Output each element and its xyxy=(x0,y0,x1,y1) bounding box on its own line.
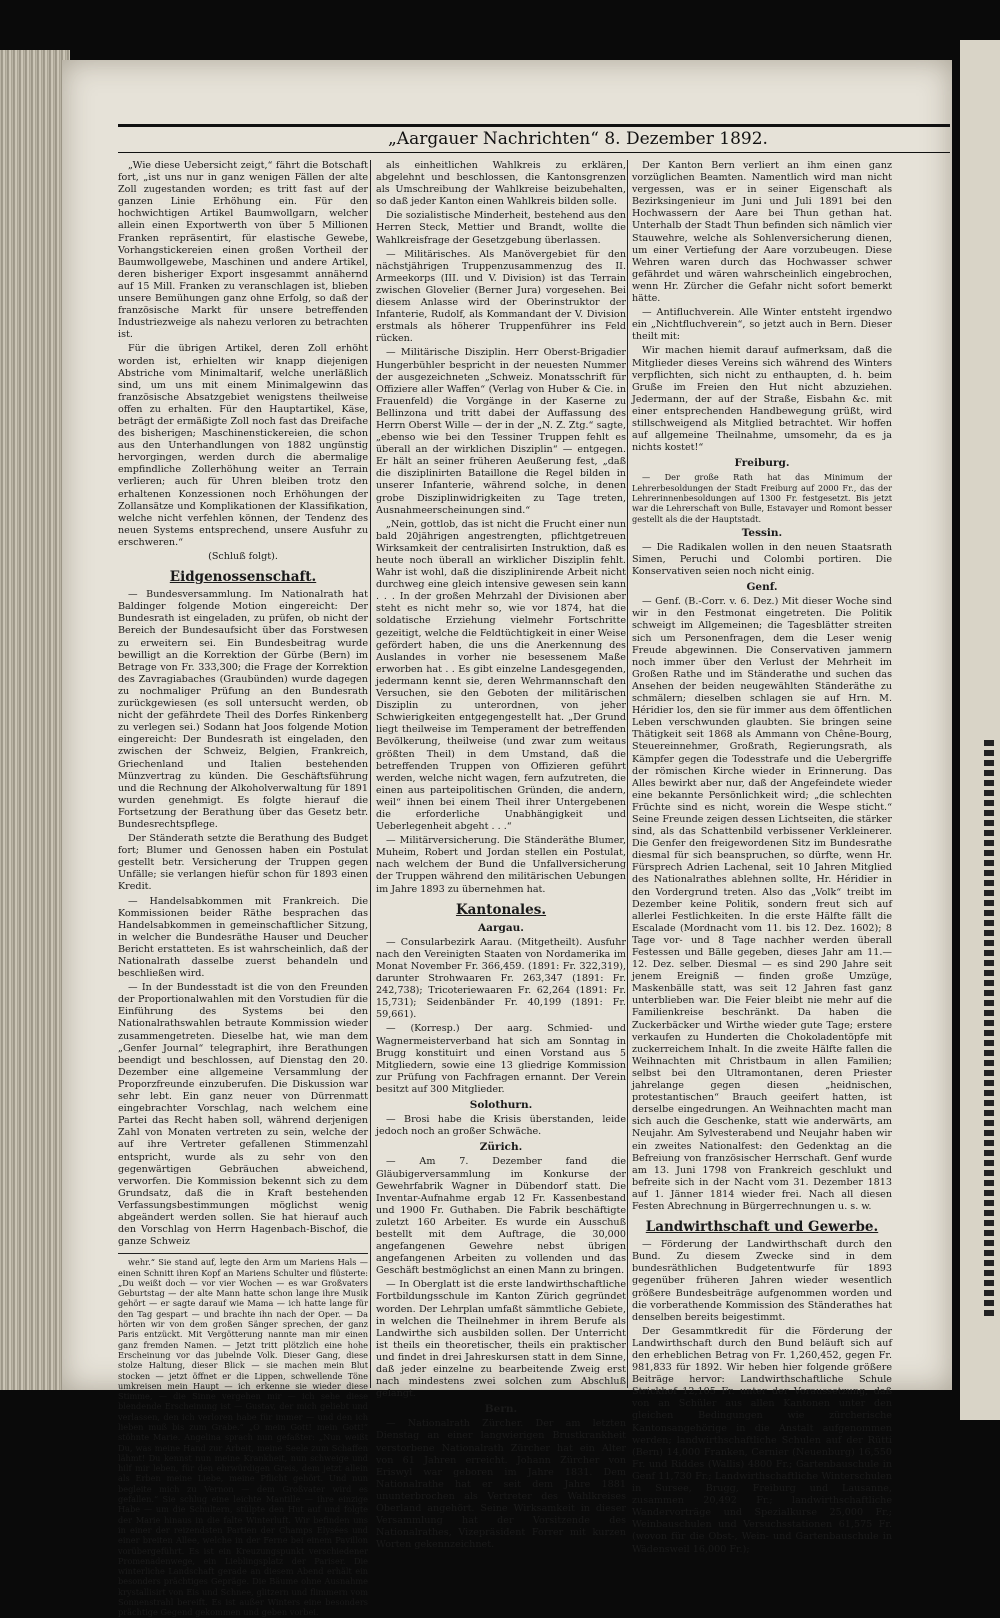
column-2 xyxy=(376,160,626,1551)
subheading-genf: Genf. xyxy=(746,581,778,594)
article-paragraph: Wir machen hiemit darauf aufmerksam, daß die Mitglieder dieses Vereins sich während des Winters verpflichten, sich nicht zu enthaupten, d. h. beim Gruße im Freien den Hut nicht abzuziehen. Jedermann, der auf der Straße, Eisbahn &c. mit einer entsprechenden Handbewegung grüßt, wird stillschweigend als Mitglied betrachtet. Wir hoffen auf allgemeine Theilnahme, umsomehr, da es ja nichts kostet!“ xyxy=(632,345,892,454)
article-paragraph: — Nationalrath Zürcher. Der am letzten Dienstag an einer langwierigen Brustkrankheit verstorbene Nationalrath Zürcher hat ein Alter von 61 Jahren erreicht. Johann Zürcher von Eriswyl war geboren im Jahre 1831. Dem Nationalrathe hat er seit dem Jahre 1881 ununterbrochen als Vertreter des Wahlkreises Oberland angehört. Seine Wirksamkeit in dieser Versammlung hat der Vorsitzende des Nationalrathes, Vizepräsident Forrer mit kurzen Worten gekennzeichnet. xyxy=(376,1418,626,1551)
article-paragraph: — Militärische Disziplin. Herr Oberst-Brigadier Hungerbühler bespricht in der neuesten Nummer der ausgezeichneten „Schweiz. Monatsschrift für Offiziere aller Waffen“ (Verlag von Huber & Cie. in Frauenfeld) die Vorgänge in der Kaserne zu Bellinzona und tritt dabei der Auffassung des Herrn Oberst Wille — der in der „N. Z. Ztg.“ sagte, „ebenso wie bei den Tessiner Truppen fehlt es überall an der wirklichen Disziplin“ — entgegen. Er hält an seiner früheren Aeußerung fest, „daß die disziplinirten Bataillone die Regel bilden in unserer Infanterie, während solche, in denen grobe Disziplinwidrigkeiten zu Tage treten, Ausnahmeerscheinungen sind.“ xyxy=(376,347,626,516)
article-paragraph: „Nein, gottlob, das ist nicht die Frucht einer nun bald 20jährigen angestrengten, pflichtgetreuen Wirksamkeit der centralisirten Instruktion, daß es heute noch überall an wirklicher Disziplin fehlt. Wahr ist wohl, daß die disziplinirende Arbeit nicht durchweg eine gleich intensive gewesen sein kann . . . In der großen Mehrzahl der Divisionen aber steht es nicht mehr so, wie vor 1874, hat die soldatische Erziehung vielmehr Fortschritte gezeitigt, welche die Feldtüchtigkeit in einer Weise gefördert haben, die uns die Anerkennung des Auslandes in vorher nie besessenem Maße erworben hat . . Es gibt einzelne Landesgegenden, jedermann kennt sie, deren Wehrmannschaft den Versuchen, sie den Geboten der militärischen Disziplin zu unterordnen, von jeher Schwierigkeiten entgegengestellt hat. „Der Grund liegt theilweise im Temperament der betreffenden Bevölkerung, theilweise (und zwar zum weitaus größten Theil) in dem Umstand, daß die betreffenden Truppen von Offizieren geführt werden, welche nicht wagen, fern aufzutreten, die einen aus parteipolitischen Gründen, die andern, weil“ ihnen bei einem Theil ihrer Untergebenen die erforderliche Unabhängigkeit und Ueberlegenheit abgeht . . .“ xyxy=(376,518,626,833)
subheading-bern: Bern. xyxy=(484,1403,518,1416)
page-title: „Aargauer Nachrichten“ 8. Dezember 1892. xyxy=(388,129,768,149)
subheading-zuerich: Zürich. xyxy=(479,1141,523,1154)
subheading-aargau: Aargau. xyxy=(478,921,524,934)
article-paragraph: — Brosi habe die Krisis überstanden, leide jedoch noch an großer Schwäche. xyxy=(376,1114,626,1138)
section-heading-kantonales: Kantonales. xyxy=(455,901,547,918)
adjacent-page-text-strip xyxy=(984,740,994,1320)
article-paragraph: — Handelsabkommen mit Frankreich. Die Kommissionen beider Räthe besprachen das Handelsabkommen in gemeinschaftlicher Sitzung, in welcher die Bundesräthe Hauser und Deucher Bericht erstatteten. Es ist wahrscheinlich, daß der Nationalrath dasselbe zuerst behandeln und beschließen wird. xyxy=(118,895,368,980)
article-paragraph: — Genf. (B.-Corr. v. 6. Dez.) Mit dieser Woche sind wir in den Festmonat eingetreten. Die Politik schweigt im Allgemeinen; die Tagesblätter streiten sich um Personenfragen, dem die Leser wenig Freude abgewinnen. Die Conservativen jammern noch immer über den Verlust der Mehrheit im Großen Rathe und im Ständerathe und suchen das Ansehen der beiden neugewählten Ständeräthe zu schmälern; dieselben schlagen sie auf Hrn. M. Héridier los, den sie für immer aus dem öffentlichen Leben verschwunden glaubten. Sie bringen seine Thätigkeit seit 1868 als Ammann von Chêne-Bourg, Steuereinnehmer, Großrath, Regierungsrath, als Kämpfer gegen die Todesstrafe und die Uebergriffe der römischen Kirche wieder in Erinnerung. Das Alles bewirkt aber nur, daß der Angefeindete wieder eine bekannte Persönlichkeit wird; „die schlechten Früchte sind es nicht, worein die Wespe sticht.“ Seine Freunde zeigen dessen Lichtseiten, die stärker sind, als das Schattenbild verbissener Verkleinerer. Die Genfer den freigewordenen Sitz im Bundesrathe diesmal für sich beanspruchen, so dürfte, wenn Hr. Fürsprech Adrien Lachenal, seit 10 Jahren Mitglied des Nationalrathes ablehnen sollte, Hr. Héridier in den Vordergrund treten. Also das „Volk“ treibt im Dezember keine Politik, sondern freut sich auf allerlei Festlichkeiten. In die erste Hälfte fällt die Escalade (Mordnacht vom 11. bis 12. Dez. 1602); 8 Tage vor- und 8 Tage nachher werden überall Festessen und Bälle gegeben, dieses Jahr am 11.—12. Dez. selber. Diesmal — es sind 290 Jahre seit jenem Ereigniß — finden große Umzüge, Maskenbälle statt, was seit 12 Jahren fast ganz unterblieben war. Die Feier bleibt nie mehr auf die Familienkreise beschränkt. Da haben die Zuckerbäcker und Wirthe wieder gute Tage; erstere verkaufen zu Hunderten die Chokoladentöpfe mit zuckerreichem Inhalt. In die zweite Hälfte fallen die Weihnachten mit Christbaum in allen Familien; selbst bei den Ultramontanen, deren Priester jahrelange gegen diesen „heidnischen, protestantischen“ Brauch geeifert hatten, ist derselbe eingedrungen. An Weihnachten macht man sich auch die Geschenke, statt wie anderwärts, am Neujahr. Am Sylvesterabend und Neujahr haben wir ein zweites Nationalfest: den Gedenktag an die Befreiung von französischer Herrschaft. Genf wurde am 13. Juni 1798 von Frankreich geschlukt und befreite sich in der Nacht vom 31. Dezember 1813 auf 1. Jänner 1814 wieder frei. Nach all diesen Festen Abrechnung in Bürgerrechnungen u. s. w. xyxy=(632,596,892,1212)
article-paragraph: — Bundesversammlung. Im Nationalrath hat Baldinger folgende Motion eingereicht: Der Bundesrath ist eingeladen, zu prüfen, ob nicht der Bereich der Bundesaufsicht über das Forstwesen zu erweitern sei. Ein Bundesbeitrag wurde bewilligt an die Korrektion der Gürbe (Bern) im Betrage von Fr. 333,300; die Frage der Korrektion des Zavragiabaches (Graubünden) wurde dagegen zu nochmaliger Prüfung an den Bundesrath zurückgewiesen (es soll untersucht werden, ob nicht der gefährdete Theil des Dorfes Rinkenberg zu verlegen sei.) Sodann hat Joos folgende Motion eingereicht: Der Bundesrath ist eingeladen, den zwischen der Schweiz, Belgien, Frankreich, Griechenland und Italien bestehenden Münzvertrag zu künden. Die Geschäftsführung und die Rechnung der Alkoholverwaltung für 1891 wurden genehmigt. Es folgte hierauf die Fortsetzung der Berathung über das Gesetz betr. Bundesrechtspflege. xyxy=(118,589,368,830)
continuation-note: (Schluß folgt). xyxy=(208,551,278,562)
column-divider xyxy=(627,160,628,1388)
feuilleton-divider xyxy=(118,1253,368,1254)
article-paragraph: — Förderung der Landwirthschaft durch den Bund. Zu diesem Zwecke sind in dem bundesräthlichen Budgetentwurfe für 1893 gegenüber früheren Jahren wieder wesentlich größere Bundesbeiträge aufgenommen worden und die vorberathende Kommission des Ständerathes hat denselben bereits beigestimmt. xyxy=(632,1239,892,1323)
article-paragraph: als einheitlichen Wahlkreis zu erklären, abgelehnt und beschlossen, die Kantonsgrenzen als Umschreibung der Wahlkreise beizubehalten, so daß jeder Kanton einen Wahlkreis bilden solle. xyxy=(376,160,626,208)
article-paragraph: — Am 7. Dezember fand die Gläubigerversammlung im Konkurse der Gewehrfabrik Wagner in Dübendorf statt. Die Inventar-Aufnahme ergab 12 Fr. Kassenbestand und 1900 Fr. Guthaben. Die Fabrik beschäftigte zuletzt 160 Arbeiter. Es wurde ein Ausschuß bestellt mit dem Auftrage, die 30,000 angefangenen Gewehre nebst übrigen angefangenen Arbeiten zu vollenden und das Geschäft bestmöglichst an einen Mann zu bringen. xyxy=(376,1156,626,1277)
article-paragraph: — In der Bundesstadt ist die von den Freunden der Proportionalwahlen mit den Vorstudien für die Einführung des Systems bei den Nationalrathswahlen betraute Kommission wieder zusammengetreten. Dieselbe hat, wie man dem „Genfer Journal“ telegraphirt, ihre Berathungen beendigt und beschlossen, auf Dienstag den 20. Dezember eine allgemeine Versammlung der Proporzfreunde einzuberufen. Die Diskussion war sehr lebt. Ein ganz neuer von Dürrenmatt eingebrachter Vorschlag, nach welchem eine Partei das Recht haben soll, während derjenigen Zahl von Monaten vertreten zu sein, welche der auf ihre Vertreter gefallenen Stimmenzahl entspricht, wurde als zu sehr von den gegenwärtigen Gebräuchen abweichend, verworfen. Die Kommission bekennt sich zu dem Grundsatz, daß die in Kraft bestehenden Verfassungsbestimmungen möglichst wenig abgeändert werden sollen. Sie hat hierauf auch den Vorschlag von Herrn Hagenbach-Bischof, die ganze Schweiz xyxy=(118,982,368,1248)
header-rule-top xyxy=(118,124,950,127)
column-1 xyxy=(118,160,368,1618)
article-paragraph: — Der große Rath hat das Minimum der Lehrerbesoldungen der Stadt Freiburg auf 2000 Fr., das der Lehrerinnenbesoldungen auf 1300 Fr. festgesetzt. Bis jetzt war die Lehrerschaft von Bulle, Estavayer und Romont besser gestellt als die der Hauptstadt. xyxy=(632,472,892,524)
article-paragraph: „Wie diese Uebersicht zeigt,“ fährt die Botschaft fort, „ist uns nur in ganz wenigen Fällen der alte Zoll zugestanden worden; es tritt fast auf der ganzen Linie Erhöhung ein. Für den hochwichtigen Artikel Baumwollgarn, welcher allein einen Exportwerth von über 5 Millionen Franken repräsentirt, für elastische Gewebe, Vorhangstickereien einen großen Vortheil der Baumwollgewebe, Maschinen und andere Artikel, deren bisheriger Export insgesammt annähernd auf 15 Mill. Franken zu veranschlagen ist, blieben unsere Bemühungen ganz ohne Erfolg, so daß der französische Markt für unsere betreffenden Industriezweige als nahezu verloren zu betrachten ist. xyxy=(118,160,368,341)
article-paragraph: — Consularbezirk Aarau. (Mitgetheilt). Ausfuhr nach den Vereinigten Staaten von Nordamerika im Monat November Fr. 366,459. (1891: Fr. 322,319), darunter Strohwaaren Fr. 263,347 (1891: Fr. 242,738); Tricoteriewaaren Fr. 62,264 (1891: Fr. 15,731); Seidenbänder Fr. 40,199 (1891: Fr. 59,661). xyxy=(376,936,626,1021)
subheading-freiburg: Freiburg. xyxy=(734,457,790,470)
header-rule-bottom xyxy=(118,152,950,153)
book-binding-edge xyxy=(0,50,70,1390)
article-paragraph: — Militärversicherung. Die Ständeräthe Blumer, Muheim, Robert und Jordan stellen ein Postulat, nach welchem der Bund die Unfallversicherung der Truppen während den militärischen Uebungen im Jahre 1893 zu übernehmen hat. xyxy=(376,835,626,895)
article-paragraph: Der Gesammtkredit für die Förderung der Landwirthschaft durch den Bund beläuft sich auf den erheblichen Betrag von Fr. 1,260,452, gegen Fr. 981,833 für 1892. Wir heben hier folgende größere Beiträge hervor: Landwirthschaftliche Schule Strickhof 12,105 Fr. unter der Voraussetzung, daß von an Schüler aus allen Kantonen unter den gleichen Bedingungen wie zürcherische Kantonsangehörige in die Anstalt aufgenommen werden; landwirthschaftliche Schulen auf der Rütti (Bern) 14,000 Franken, Cernier (Neuenburg) 16,550 Fr. und Riddes (Wallis) 4800 Fr.; Gartenbauschule in Genf 11,730 Fr.; Landwirthschaftliche Winterschulen in Sursee, Brugg, Freiburg und Lausanne, zusammen 20,492 Fr.; landwirthschaftliche Wandervorträge und Spezialkurse 25,000 Fr.; Weinbauschulen und Versuchsstationen 61,575 Fr. (wovon für die Obst-, Wein- und Gartenbauschule in Wädensweil 16,000 Fr.); xyxy=(632,1325,892,1555)
article-paragraph: — Antifluchverein. Alle Winter entsteht irgendwo ein „Nichtfluchverein“, so jetzt auch in Bern. Dieser theilt mit: xyxy=(632,307,892,343)
feuilleton-text: wehr.“ Sie stand auf, legte den Arm um Mariens Hals — einen Schnitt ihren Kopf an Mariens Schulter und flüsterte: „Du weißt doch — vor vier Wochen — es war Großvaters Geburtstag — der alte Mann hatte schon lange ihre Musik gehört — er sagte darauf wie Mama — ich hatte lange für den Tag gespart — und brachte ihn nach der Oper. — Da hörten wir von dem großen Sänger sprechen, der ganz Paris entzückt. Mit Vergötterung nannte man mir einen ganz fremden Namen. — Jetzt tritt plötzlich eine hohe Erscheinung vor das jubelnde Volk. Dieser Gang, diese stolze Haltung, dieser Blick — sie machen mein Blut stocken — jetzt öffnet er die Lippen, schwellende Töne umkreisen mein Haupt — ich erkenne sie wieder diese Stimme, — die Sinne vergehen mir — ich sehe diese blendende Erscheinung ist — Gustav, der mich geliebt und verlassen, den ich verloren habe für immer — und den ich lieben muß bis zum Grabe.“ „O mein Gott! mein Gott!“ stöhnte Marie. Angelina sprach nun gefaßter: „Nun weißt Du, was meine Hand zur Arbeit, meine Seele zum Schaffen lähmt! Du kennst nun meine Krankheit, nun schweige und hilf mir leben, für den ehrwürdigen Greis, dem jetzt allein als Erben meine Liebe, meine Pflicht gehört. Und nun begleite mich zu Vernon — dem Großvater wird es gefallen.“ Sie schlug eine leichte Mantille — ihre einzige Habe — um die Schultern, stülpte den Hut auf und folgte der Marie hinaus in die falte Winterluft. Wir befinden uns in einer der reizendsten Partien der Champs Elysées und einer breiten Allee, welche in der Ferne bei einem Pavillon vorübergeführt. Es ist ein Kreuzungspunkt verschiedener Promenadenwege, ein Lieblingsplatz der Pariser. Die winterliche Landschaft gerade an diesem Abend erhält ein besonders prächtiges Gepräge. Die Bäume ohne Ausnahme krystallisirt von Eis und Schnee, glitzern und flimmern vom Sonnenstrahl bereift. Es ist außer Winters eine besonders prächtige Gegend gekommen und geben vorbei. xyxy=(118,1257,368,1618)
article-paragraph: — In Oberglatt ist die erste landwirthschaftliche Fortbildungsschule im Kanton Zürich gegründet worden. Der Lehrplan umfaßt sämmtliche Gebiete, in welchen die Theilnehmer in ihrem Berufe als Landwirthe sich ausbilden sollen. Der Unterricht ist theils ein theoretischer, theils ein praktischer und findet in drei Jahreskursen statt in dem Sinne, daß jeder einzelne zu bearbeitende Zweig erst nach mindestens zwei solchen zum Abschluß gelangt. xyxy=(376,1279,626,1400)
section-heading-landwirthschaft: Landwirthschaft und Gewerbe. xyxy=(645,1219,879,1236)
article-paragraph: Die sozialistische Minderheit, bestehend aus den Herren Steck, Mettier und Brandt, wollte die Wahlkreisfrage der Gesetzgebung überlassen. xyxy=(376,210,626,246)
subheading-solothurn: Solothurn. xyxy=(469,1099,533,1112)
article-paragraph: — Die Radikalen wollen in den neuen Staatsrath Simen, Peruchi und Colombi portiren. Die Konservativen seien noch nicht einig. xyxy=(632,541,892,578)
article-paragraph: — (Korresp.) Der aarg. Schmied- und Wagnermeisterverband hat sich am Sonntag in Brugg konstituirt und einen Vorstand aus 5 Mitgliedern, sowie eine 13 gliedrige Kommission zur Prüfung von Fachfragen ernannt. Der Verein besitzt auf 300 Mitglieder. xyxy=(376,1023,626,1095)
article-paragraph: Der Ständerath setzte die Berathung des Budget fort; Blumer und Genossen haben ein Postulat gestellt betr. Versicherung der Truppen gegen Unfälle; sie verlangen hiefür schon für 1893 einen Kredit. xyxy=(118,833,368,893)
page-header xyxy=(118,118,950,158)
section-heading-eidgenossenschaft: Eidgenossenschaft. xyxy=(169,569,317,586)
article-paragraph: — Militärisches. Als Manövergebiet für den nächstjährigen Truppenzusammenzug des II. Armeekorps (III. und V. Division) ist das Terrain zwischen Glovelier (Berner Jura) vorgesehen. Bei diesem Anlasse wird der Oberinstruktor der Infanterie, Rudolf, als Kommandant der V. Division erstmals als höherer Truppenführer ins Feld rücken. xyxy=(376,248,626,345)
subheading-tessin: Tessin. xyxy=(741,526,783,539)
adjacent-page-edge xyxy=(960,40,1000,1420)
column-divider xyxy=(370,160,371,1388)
column-3 xyxy=(632,160,892,1555)
article-paragraph: Der Kanton Bern verliert an ihm einen ganz vorzüglichen Beamten. Namentlich wird man nicht vergessen, was er in seiner Eigenschaft als Bezirksingenieur im Juni und Juli 1891 bei den Hochwassern der Aare bei Thun gethan hat. Unterhalb der Stadt Thun befinden sich nämlich vier Stauwehre, welche als Sohlenversicherung dienen, um einer Vertiefung der Aare vorzubeugen. Diese Wehren waren durch das Hochwasser schwer gefährdet und wären wahrscheinlich eingebrochen, wenn Hr. Zürcher die Gefahr nicht sofort bemerkt hätte. xyxy=(632,160,892,305)
article-paragraph: Für die übrigen Artikel, deren Zoll erhöht worden ist, erhielten wir knapp diejenigen Abstriche vom Minimaltarif, welche unerläßlich sind, um uns mit einem Minimalgewinn das französische Absatzgebiet wenigstens theilweise offen zu erhalten. Für den Hauptartikel, Käse, beträgt der ermäßigte Zoll noch fast das Dreifache des bisherigen; Maschinenstickereien, die schon aus den Unterhandlungen von 1882 ungünstig hervorgingen, werden durch die abermalige empfindliche Zollerhöhung weiter an Terrain verlieren; auch für Uhren bleiben trotz den erhaltenen Konzessionen noch Erhöhungen der Zollansätze und Komplikationen der Klassifikation, welche nicht verfehlen können, der Tendenz des neuen Systems entsprechend, unsere Ausfuhr zu erschweren.“ xyxy=(118,343,368,548)
